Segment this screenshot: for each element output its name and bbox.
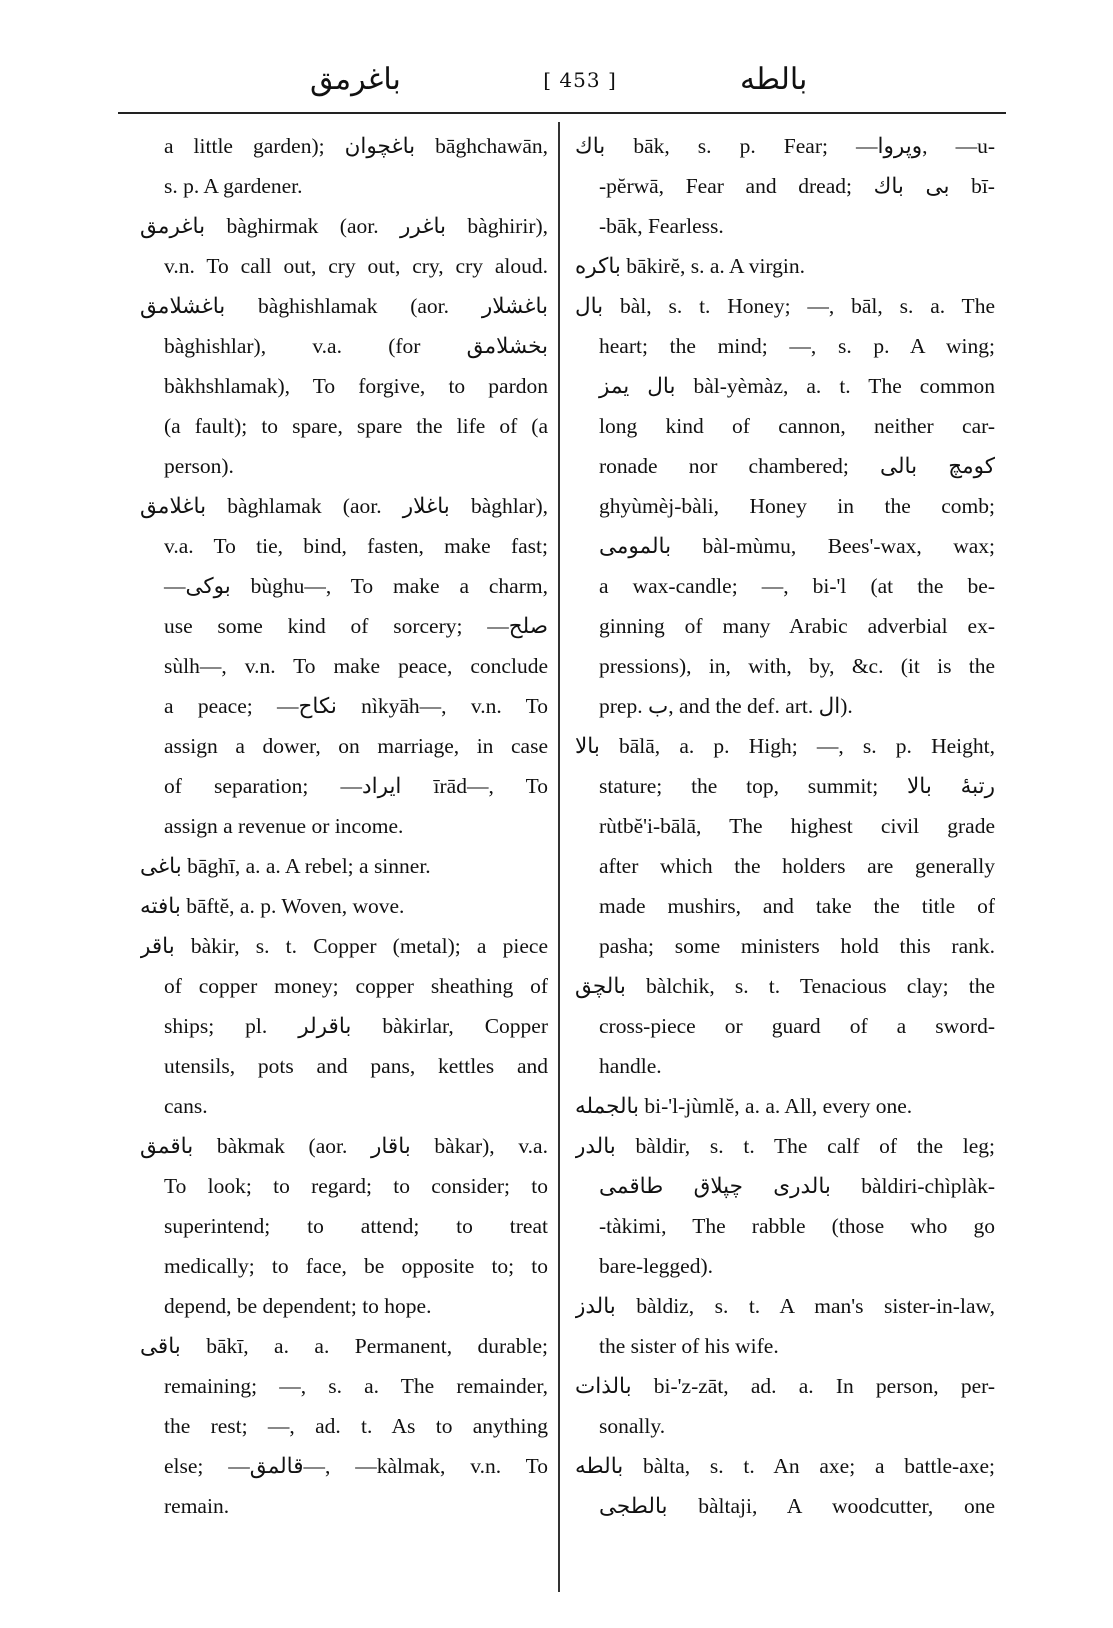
dictionary-line: بالجمله bi-'l-jùmlĕ, a. a. All, every one. xyxy=(575,1094,913,1118)
dictionary-line: v.n. To call out, cry out, cry, cry aloud. xyxy=(164,254,548,278)
dictionary-line: بالچق bàlchik, s. t. Tenacious clay; the xyxy=(575,974,995,998)
dictionary-line: the rest; —, ad. t. As to anything xyxy=(164,1414,548,1438)
dictionary-line: made mushirs, and take the title of xyxy=(599,894,995,918)
dictionary-line: else; —قالمق—, —kàlmak, v.n. To xyxy=(164,1454,548,1478)
dictionary-line: باکره bākirĕ, s. a. A virgin. xyxy=(575,254,806,278)
dictionary-line: بالا bālā, a. p. High; —, s. p. Height, xyxy=(575,734,995,758)
dictionary-line: ginning of many Arabic adverbial ex- xyxy=(599,614,995,638)
dictionary-line: بالدری چپلاق طاقمی bàldiri-chìplàk- xyxy=(599,1174,995,1198)
dictionary-line: v.a. To tie, bind, fasten, make fast; xyxy=(164,534,548,558)
dictionary-line: medically; to face, be opposite to; to xyxy=(164,1254,548,1278)
dictionary-line: (a fault); to spare, spare the life of (a xyxy=(164,414,548,438)
dictionary-line: sonally. xyxy=(599,1414,666,1438)
dictionary-line: stature; the top, summit; رتبهٔ بالا xyxy=(599,774,995,798)
dictionary-line: بالدز bàldiz, s. t. A man's sister-in-law, xyxy=(575,1294,995,1318)
dictionary-line: assign a dower, on marriage, in case xyxy=(164,734,548,758)
dictionary-line: —بوکی bùghu—, To make a charm, xyxy=(164,574,548,598)
dictionary-line: remain. xyxy=(164,1494,230,1518)
dictionary-line: بالطه bàlta, s. t. An axe; a battle-axe; xyxy=(575,1454,995,1478)
dictionary-line: باقر bàkir, s. t. Copper (metal); a piece xyxy=(140,934,548,958)
dictionary-line: use some kind of sorcery; —صلح xyxy=(164,614,548,638)
dictionary-line: handle. xyxy=(599,1054,662,1078)
dictionary-line: the sister of his wife. xyxy=(599,1334,779,1358)
dictionary-line: assign a revenue or income. xyxy=(164,814,404,838)
header-rule xyxy=(118,112,1006,114)
dictionary-line: باغلامق bàghlamak (aor. باغلار bàghlar), xyxy=(140,494,548,518)
header-left-word: باغرمق xyxy=(310,62,401,97)
dictionary-line: heart; the mind; —, s. p. A wing; xyxy=(599,334,995,358)
dictionary-line: bàghishlar), v.a. (for بخشلامق xyxy=(164,334,548,358)
dictionary-line: s. p. A gardener. xyxy=(164,174,303,198)
dictionary-line: a wax-candle; —, bi-'l (at the be- xyxy=(599,574,995,598)
dictionary-line: بالطجی bàltaji, A woodcutter, one xyxy=(599,1494,995,1518)
dictionary-line: utensils, pots and pans, kettles and xyxy=(164,1054,548,1078)
page-number: [ 453 ] xyxy=(543,68,617,92)
dictionary-line: bàkhshlamak), To forgive, to pardon xyxy=(164,374,548,398)
dictionary-line: of separation; —ایراد īrād—, To xyxy=(164,774,548,798)
dictionary-line: a peace; —نکاح nìkyāh—, v.n. To xyxy=(164,694,548,718)
dictionary-line: -bāk, Fearless. xyxy=(599,214,724,238)
dictionary-line: pasha; some ministers hold this rank. xyxy=(599,934,995,958)
dictionary-line: remaining; —, s. a. The remainder, xyxy=(164,1374,548,1398)
dictionary-line: بال bàl, s. t. Honey; —, bāl, s. a. The xyxy=(575,294,995,318)
dictionary-line: بال یمز bàl-yèmàz, a. t. The common xyxy=(599,374,995,398)
dictionary-line: prep. ب, and the def. art. ال). xyxy=(599,694,853,718)
dictionary-line: after which the holders are generally xyxy=(599,854,995,878)
dictionary-line: بالمومی bàl-mùmu, Bees'-wax, wax; xyxy=(599,534,995,558)
left-column xyxy=(140,126,548,1526)
dictionary-line: -tàkimi, The rabble (those who go xyxy=(599,1214,995,1238)
dictionary-line: ghyùmèj-bàli, Honey in the comb; xyxy=(599,494,995,518)
dictionary-line: ronade nor chambered; کومچ بالی xyxy=(599,454,995,478)
dictionary-line: ships; pl. باقرلر bàkirlar, Copper xyxy=(164,1014,548,1038)
dictionary-line: باغشلامق bàghishlamak (aor. باغشلار xyxy=(140,294,548,318)
dictionary-line: rùtbĕ'i-bālā, The highest civil grade xyxy=(599,814,995,838)
dictionary-line: -pĕrwā, Fear and dread; بی باك bī- xyxy=(599,174,995,198)
dictionary-line: باك bāk, s. p. Fear; —وپروا, —u- xyxy=(575,134,995,158)
dictionary-line: باغرمق bàghirmak (aor. باغرر bàghirir), xyxy=(140,214,548,238)
page-header xyxy=(120,62,1000,112)
dictionary-line: cans. xyxy=(164,1094,208,1118)
dictionary-line: bare-legged). xyxy=(599,1254,713,1278)
dictionary-line: باقمق bàkmak (aor. باقار bàkar), v.a. xyxy=(140,1134,548,1158)
dictionary-line: بافته bāftĕ, a. p. Woven, wove. xyxy=(140,894,405,918)
column-divider xyxy=(558,122,560,1592)
dictionary-line: a little garden); باغچوان bāghchawān, xyxy=(164,134,548,158)
dictionary-line: بالذات bi-'z-zāt, ad. a. In person, per- xyxy=(575,1374,995,1398)
dictionary-line: person). xyxy=(164,454,234,478)
dictionary-line: cross-piece or guard of a sword- xyxy=(599,1014,995,1038)
dictionary-line: باقی bākī, a. a. Permanent, durable; xyxy=(140,1334,548,1358)
dictionary-line: باغی bāghī, a. a. A rebel; a sinner. xyxy=(140,854,431,878)
right-column xyxy=(575,126,995,1526)
header-right-word: بالطه xyxy=(740,62,808,97)
dictionary-line: depend, be dependent; to hope. xyxy=(164,1294,432,1318)
dictionary-line: sùlh—, v.n. To make peace, conclude xyxy=(164,654,548,678)
dictionary-line: pressions), in, with, by, &c. (it is the xyxy=(599,654,995,678)
dictionary-line: long kind of cannon, neither car- xyxy=(599,414,995,438)
dictionary-line: of copper money; copper sheathing of xyxy=(164,974,548,998)
dictionary-line: To look; to regard; to consider; to xyxy=(164,1174,548,1198)
dictionary-line: بالدر bàldir, s. t. The calf of the leg; xyxy=(575,1134,995,1158)
dictionary-line: superintend; to attend; to treat xyxy=(164,1214,548,1238)
